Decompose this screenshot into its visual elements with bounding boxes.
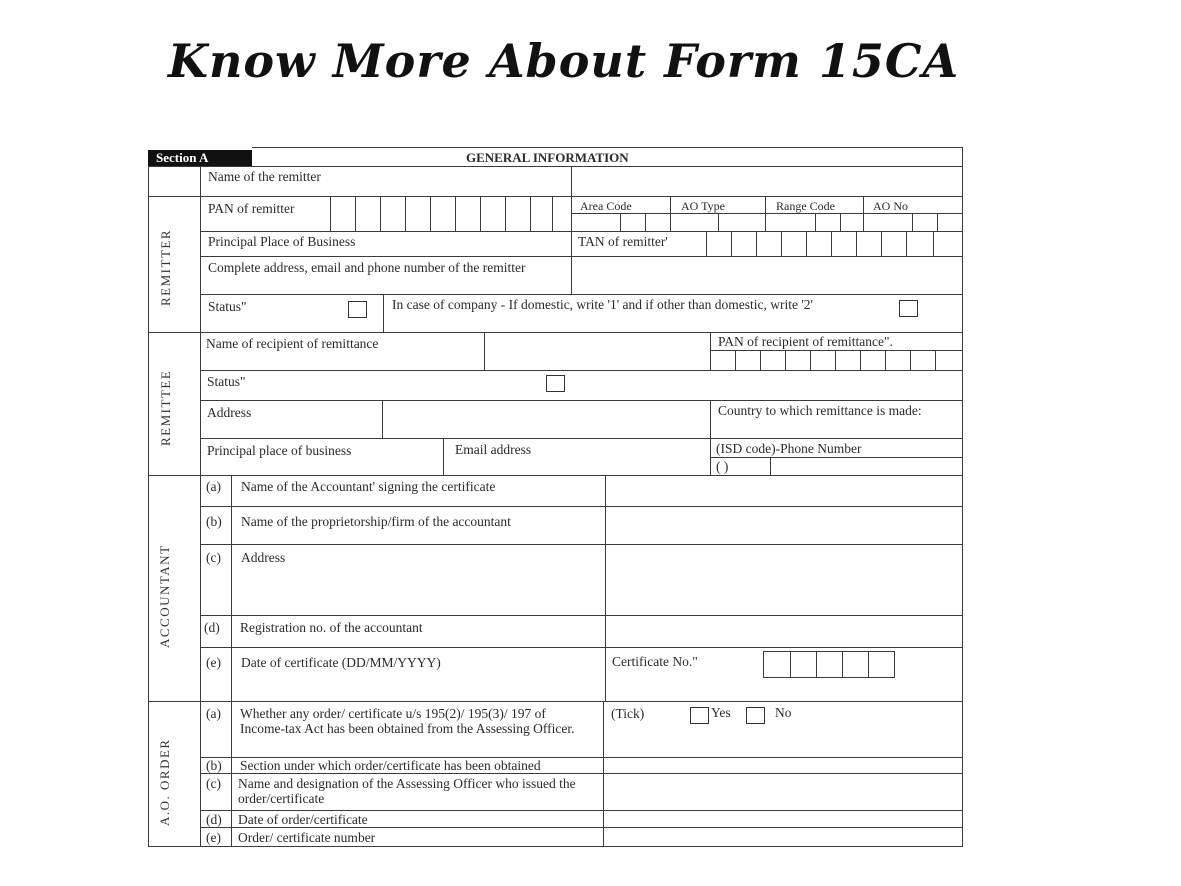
remitter-group-label: REMITTER — [158, 229, 173, 306]
ao-row-a-letter: (a) — [206, 706, 221, 721]
range-code-label: Range Code — [776, 199, 835, 213]
ao-section-label: Section under which order/certificate has been obtained — [240, 758, 541, 773]
recipient-pan-label: PAN of recipient of remittance". — [718, 334, 893, 349]
section-label: Section A — [148, 150, 252, 166]
email-label: Email address — [455, 442, 532, 457]
ao-officer-label: Name and designation of the Assessing Officer who issued the order/certificate — [238, 776, 576, 806]
remitter-status-checkbox[interactable] — [348, 301, 367, 318]
recipient-status-checkbox[interactable] — [546, 375, 565, 392]
accountant-row-a-letter: (a) — [206, 479, 221, 494]
no-checkbox[interactable] — [746, 707, 765, 724]
ao-order-number-label: Order/ certificate number — [238, 830, 376, 845]
remitter-pan-label: PAN of remitter — [208, 201, 295, 216]
company-type-note: In case of company - If domestic, write '1' and if other than domestic, write '2' — [392, 297, 813, 312]
recipient-address-label: Address — [207, 405, 252, 420]
remitter-status-label: Status" — [208, 299, 247, 314]
accountant-row-b-letter: (b) — [206, 514, 222, 529]
accountant-row-e-letter: (e) — [206, 655, 221, 670]
ao-row-c-letter: (c) — [206, 776, 221, 791]
remitter-name-label: Name of the remitter — [208, 169, 321, 184]
tick-label: (Tick) — [611, 706, 645, 721]
recipient-status-label: Status" — [207, 374, 246, 389]
recipient-principal-place-label: Principal place of business — [207, 443, 352, 458]
accountant-address-label: Address — [241, 550, 286, 565]
ao-order-date-label: Date of order/certificate — [238, 812, 368, 827]
accountant-row-c-letter: (c) — [206, 550, 221, 565]
accountant-name-label: Name of the Accountant' signing the certificate — [241, 479, 496, 494]
certificate-no-label: Certificate No." — [612, 654, 698, 669]
phone-label: (ISD code)-Phone Number — [716, 441, 862, 456]
ao-row-b-letter: (b) — [206, 758, 222, 773]
yes-checkbox[interactable] — [690, 707, 709, 724]
remittee-group-label: REMITTEE — [158, 369, 173, 446]
accountant-row-d-letter: (d) — [204, 620, 220, 635]
remitter-address-label: Complete address, email and phone number of the remitter — [208, 260, 526, 275]
recipient-name-label: Name of recipient of remittance — [206, 336, 379, 351]
isd-code-field: ( ) — [716, 459, 729, 474]
remitter-principal-place-label: Principal Place of Business — [208, 234, 356, 249]
page-title: Know More About Form 15CA — [168, 34, 960, 88]
ao-no-label: AO No — [873, 199, 908, 213]
general-information-heading: GENERAL INFORMATION — [466, 150, 629, 165]
ao-order-obtained-label: Whether any order/ certificate u/s 195(2)/ 195(3)/ 197 of Income-tax Act has been obtained from the Assessing Officer. — [240, 706, 575, 736]
ao-row-d-letter: (d) — [206, 812, 222, 827]
tan-label: TAN of remitter' — [578, 234, 668, 249]
registration-no-label: Registration no. of the accountant — [240, 620, 423, 635]
yes-label: Yes — [711, 705, 731, 720]
ao-type-label: AO Type — [681, 199, 725, 213]
country-label: Country to which remittance is made: — [718, 403, 922, 418]
company-type-checkbox[interactable] — [899, 300, 918, 317]
certificate-date-label: Date of certificate (DD/MM/YYYY) — [241, 655, 441, 670]
accountant-firm-label: Name of the proprietorship/firm of the accountant — [241, 514, 511, 529]
no-label: No — [775, 705, 792, 720]
ao-order-group-label: A.O. ORDER — [157, 738, 172, 826]
ao-row-e-letter: (e) — [206, 830, 221, 845]
area-code-label: Area Code — [580, 199, 632, 213]
accountant-group-label: ACCOUNTANT — [157, 544, 172, 648]
